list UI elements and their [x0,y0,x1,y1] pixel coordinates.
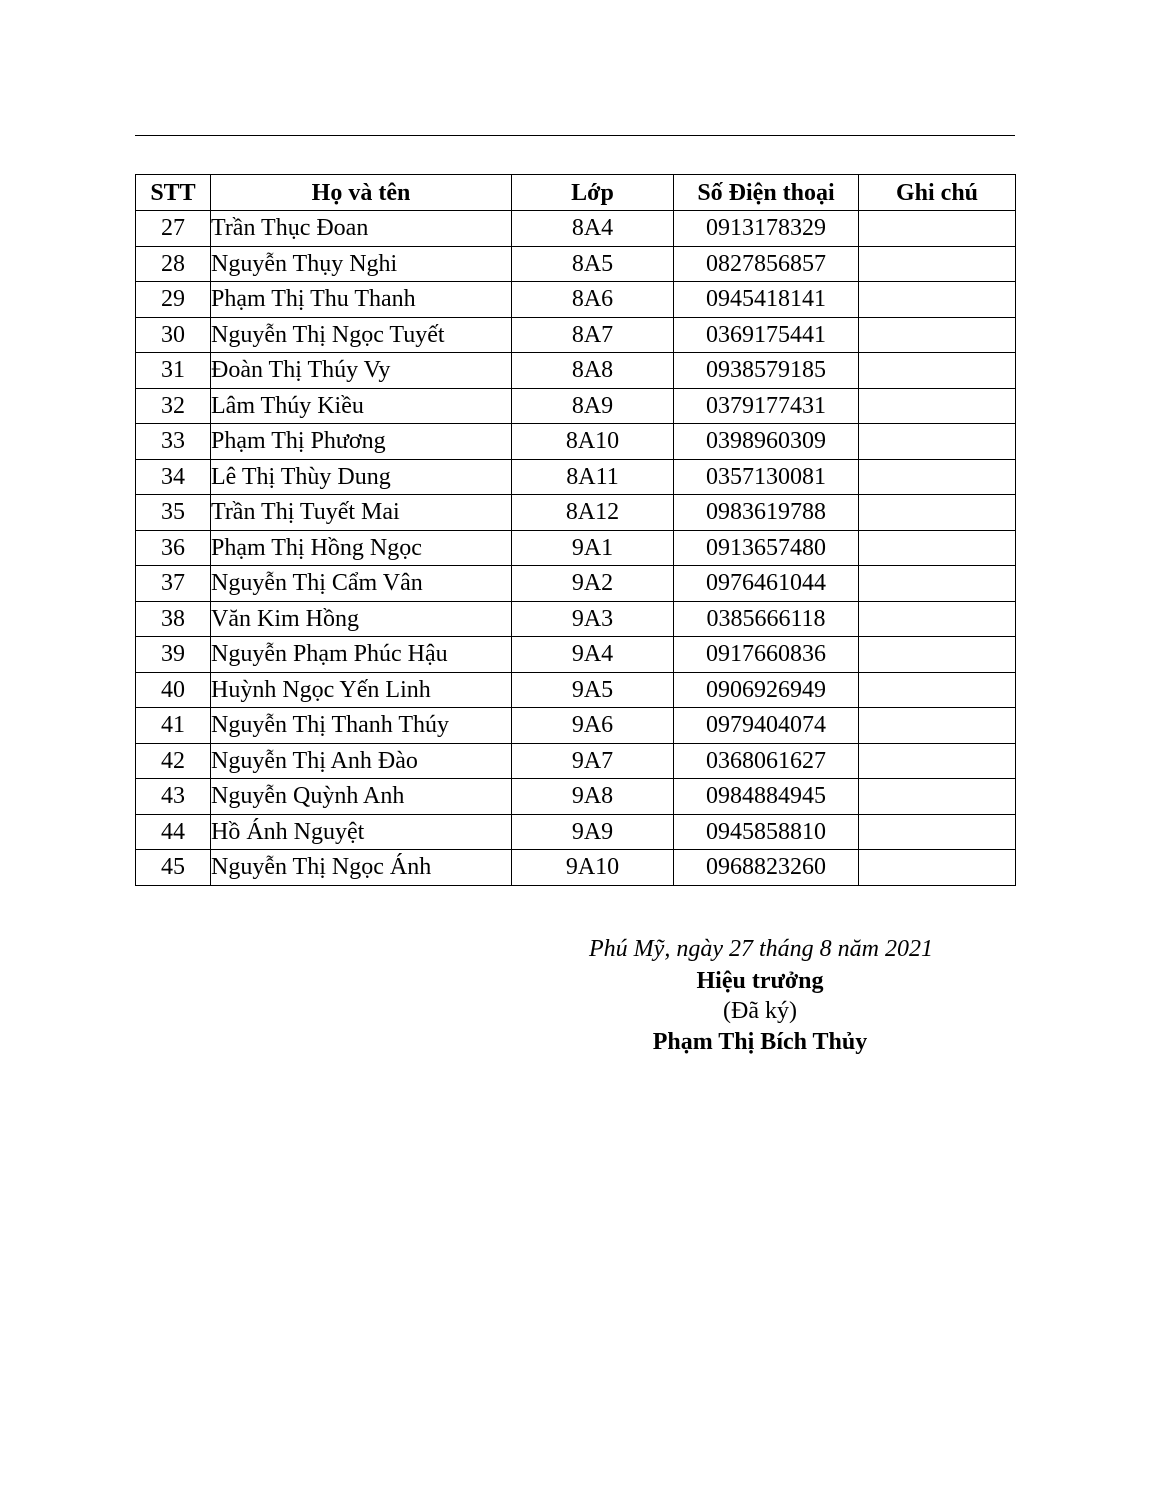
cell-phone: 0984884945 [674,779,859,815]
table-row [136,637,1016,673]
table-row [136,388,1016,424]
table-row [136,566,1016,602]
table-row [136,282,1016,318]
table-row [136,850,1016,886]
table-row [136,353,1016,389]
cell-class: 8A9 [512,388,674,424]
table-body [136,211,1016,886]
cell-stt: 43 [136,779,211,815]
header-name: Họ và tên [211,175,512,211]
cell-phone: 0979404074 [674,708,859,744]
cell-name: Nguyễn Thị Ngọc Tuyết [211,317,512,353]
cell-class: 9A7 [512,743,674,779]
cell-phone: 0945418141 [674,282,859,318]
table-row [136,317,1016,353]
cell-stt: 31 [136,353,211,389]
cell-class: 8A12 [512,495,674,531]
cell-stt: 35 [136,495,211,531]
cell-phone: 0913657480 [674,530,859,566]
cell-name: Nguyễn Thị Ngọc Ánh [211,850,512,886]
cell-class: 8A8 [512,353,674,389]
cell-stt: 42 [136,743,211,779]
cell-name: Huỳnh Ngọc Yến Linh [211,672,512,708]
cell-stt: 28 [136,246,211,282]
cell-name: Nguyễn Thị Cẩm Vân [211,566,512,602]
cell-name: Nguyễn Thụy Nghi [211,246,512,282]
cell-phone: 0379177431 [674,388,859,424]
cell-name: Lâm Thúy Kiều [211,388,512,424]
cell-class: 9A9 [512,814,674,850]
table-row [136,495,1016,531]
table-row [136,601,1016,637]
cell-stt: 44 [136,814,211,850]
header-stt: STT [136,175,211,211]
cell-phone: 0968823260 [674,850,859,886]
table-header-row [136,175,1016,211]
cell-class: 8A6 [512,282,674,318]
table-row [136,424,1016,460]
cell-class: 9A1 [512,530,674,566]
cell-name: Lê Thị Thùy Dung [211,459,512,495]
table-row [136,708,1016,744]
table-row [136,743,1016,779]
cell-stt: 32 [136,388,211,424]
cell-class: 8A10 [512,424,674,460]
cell-class: 9A10 [512,850,674,886]
cell-note [859,459,1016,495]
header-class: Lớp [512,175,674,211]
top-rule [135,135,1015,136]
table-row [136,530,1016,566]
cell-name: Trần Thị Tuyết Mai [211,495,512,531]
cell-note [859,743,1016,779]
table-row [136,246,1016,282]
cell-phone: 0945858810 [674,814,859,850]
cell-name: Nguyễn Phạm Phúc Hậu [211,637,512,673]
cell-name: Phạm Thị Hồng Ngọc [211,530,512,566]
cell-class: 9A4 [512,637,674,673]
cell-name: Đoàn Thị Thúy Vy [211,353,512,389]
cell-name: Phạm Thị Phương [211,424,512,460]
cell-name: Văn Kim Hồng [211,601,512,637]
cell-note [859,566,1016,602]
signature-status: (Đã ký) [723,998,797,1024]
table-row [136,779,1016,815]
cell-stt: 37 [136,566,211,602]
cell-note [859,317,1016,353]
cell-phone: 0368061627 [674,743,859,779]
cell-name: Hồ Ánh Nguyệt [211,814,512,850]
cell-name: Nguyễn Thị Anh Đào [211,743,512,779]
cell-note [859,708,1016,744]
cell-note [859,246,1016,282]
table-row [136,672,1016,708]
cell-name: Trần Thục Đoan [211,211,512,247]
cell-stt: 36 [136,530,211,566]
cell-note [859,814,1016,850]
cell-class: 9A3 [512,601,674,637]
cell-phone: 0398960309 [674,424,859,460]
cell-class: 9A5 [512,672,674,708]
cell-stt: 45 [136,850,211,886]
cell-note [859,601,1016,637]
cell-name: Phạm Thị Thu Thanh [211,282,512,318]
cell-class: 8A4 [512,211,674,247]
cell-note [859,530,1016,566]
cell-phone: 0938579185 [674,353,859,389]
cell-phone: 0976461044 [674,566,859,602]
signature-place-date: Phú Mỹ, ngày 27 tháng 8 năm 2021 [589,936,933,962]
cell-note [859,282,1016,318]
cell-note [859,495,1016,531]
cell-note [859,211,1016,247]
table-row [136,814,1016,850]
cell-class: 8A11 [512,459,674,495]
cell-stt: 38 [136,601,211,637]
cell-stt: 34 [136,459,211,495]
cell-note [859,353,1016,389]
cell-phone: 0983619788 [674,495,859,531]
cell-stt: 27 [136,211,211,247]
cell-stt: 41 [136,708,211,744]
cell-note [859,637,1016,673]
cell-note [859,672,1016,708]
cell-class: 9A8 [512,779,674,815]
cell-note [859,779,1016,815]
cell-note [859,850,1016,886]
cell-name: Nguyễn Thị Thanh Thúy [211,708,512,744]
cell-class: 9A2 [512,566,674,602]
cell-note [859,388,1016,424]
table-row [136,459,1016,495]
cell-stt: 39 [136,637,211,673]
cell-phone: 0385666118 [674,601,859,637]
cell-phone: 0357130081 [674,459,859,495]
cell-class: 9A6 [512,708,674,744]
signature-name: Phạm Thị Bích Thủy [652,1029,868,1055]
cell-phone: 0369175441 [674,317,859,353]
cell-phone: 0827856857 [674,246,859,282]
cell-name: Nguyễn Quỳnh Anh [211,779,512,815]
table-row [136,211,1016,247]
cell-stt: 30 [136,317,211,353]
roster-table [135,174,1016,886]
signature-title: Hiệu trưởng [696,968,824,994]
header-phone: Số Điện thoại [674,175,859,211]
cell-stt: 33 [136,424,211,460]
cell-phone: 0906926949 [674,672,859,708]
cell-class: 8A7 [512,317,674,353]
cell-note [859,424,1016,460]
cell-phone: 0917660836 [674,637,859,673]
cell-stt: 40 [136,672,211,708]
cell-stt: 29 [136,282,211,318]
header-note: Ghi chú [859,175,1016,211]
cell-phone: 0913178329 [674,211,859,247]
cell-class: 8A5 [512,246,674,282]
